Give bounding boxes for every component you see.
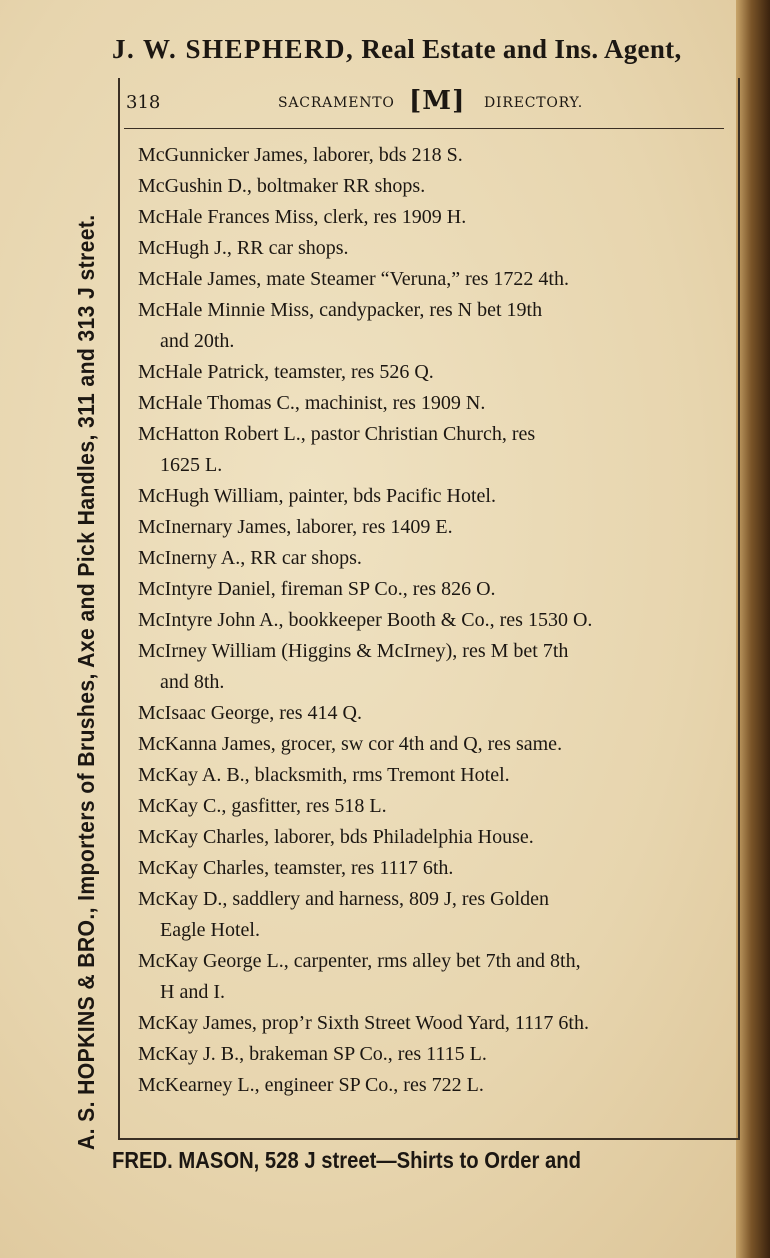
entry-text: McKay A. B., blacksmith, rms Tremont Hotel. bbox=[138, 764, 510, 786]
entry-continuation: and 8th. bbox=[160, 671, 225, 693]
entry-text: McKanna James, grocer, sw cor 4th and Q, res same. bbox=[138, 733, 563, 755]
directory-entry bbox=[138, 543, 728, 574]
directory-entry bbox=[138, 202, 728, 233]
entry-text: McIrney William (Higgins & McIrney), res M bet 7th bbox=[138, 640, 569, 662]
entry-text: McKay C., gasfitter, res 518 L. bbox=[138, 795, 387, 817]
bottom-advertisement: FRED. MASON, 528 J street—Shirts to Order and bbox=[112, 1147, 581, 1173]
entry-text: McKay Charles, laborer, bds Philadelphia House. bbox=[138, 826, 534, 848]
entry-text: McHatton Robert L., pastor Christian Church, res bbox=[138, 423, 536, 445]
entry-text: McHugh J., RR car shops. bbox=[138, 237, 349, 259]
directory-entry bbox=[138, 574, 728, 605]
entry-continuation: H and I. bbox=[160, 981, 225, 1003]
header-letter: [M] bbox=[409, 86, 466, 116]
directory-entry bbox=[138, 264, 728, 295]
entry-text: McKay James, prop’r Sixth Street Wood Yard, 1117 6th. bbox=[138, 1012, 589, 1034]
entry-text: McIsaac George, res 414 Q. bbox=[138, 702, 362, 724]
directory-entry bbox=[138, 946, 728, 1008]
directory-entry bbox=[138, 388, 728, 419]
directory-entry bbox=[138, 636, 728, 698]
entry-text: McGunnicker James, laborer, bds 218 S. bbox=[138, 144, 463, 166]
entry-text: McKearney L., engineer SP Co., res 722 L. bbox=[138, 1074, 484, 1096]
directory-entry bbox=[138, 481, 728, 512]
directory-entry bbox=[138, 884, 728, 946]
side-advertisement: A. S. HOPKINS & BRO., Importers of Brushes, Axe and Pick Handles, 311 and 313 J street. bbox=[73, 214, 99, 1151]
entry-text: McHale James, mate Steamer “Veruna,” res 1722 4th. bbox=[138, 268, 569, 290]
entry-text: McKay J. B., brakeman SP Co., res 1115 L. bbox=[138, 1043, 487, 1065]
entry-text: McHale Patrick, teamster, res 526 Q. bbox=[138, 361, 434, 383]
header-rule bbox=[124, 128, 724, 129]
entry-text: McInernary James, laborer, res 1409 E. bbox=[138, 516, 453, 538]
directory-entry bbox=[138, 140, 728, 171]
entry-continuation: and 20th. bbox=[160, 330, 235, 352]
directory-entry bbox=[138, 419, 728, 481]
entry-text: McGushin D., boltmaker RR shops. bbox=[138, 175, 426, 197]
header-directory: DIRECTORY. bbox=[484, 95, 584, 111]
directory-entry bbox=[138, 822, 728, 853]
entry-text: McKay Charles, teamster, res 1117 6th. bbox=[138, 857, 454, 879]
directory-entry bbox=[138, 357, 728, 388]
directory-entry bbox=[138, 605, 728, 636]
directory-entry bbox=[138, 853, 728, 884]
entry-text: McKay D., saddlery and harness, 809 J, res Golden bbox=[138, 888, 550, 910]
directory-entry bbox=[138, 760, 728, 791]
entry-text: McHale Minnie Miss, candypacker, res N bet 19th bbox=[138, 299, 543, 321]
entry-text: McHale Thomas C., machinist, res 1909 N. bbox=[138, 392, 486, 414]
directory-entry bbox=[138, 295, 728, 357]
top-ad-text: Real Estate and Ins. Agent, bbox=[354, 34, 682, 64]
directory-entries bbox=[138, 140, 728, 1101]
header-city: SACRAMENTO bbox=[278, 95, 395, 111]
top-advertisement bbox=[112, 34, 740, 74]
entry-text: McIntyre Daniel, fireman SP Co., res 826 O. bbox=[138, 578, 496, 600]
top-ad-name: J. W. SHEPHERD, bbox=[112, 34, 355, 64]
entry-text: McIntyre John A., bookkeeper Booth & Co., res 1530 O. bbox=[138, 609, 593, 631]
directory-entry bbox=[138, 1039, 728, 1070]
book-spine bbox=[736, 0, 770, 1258]
directory-entry bbox=[138, 512, 728, 543]
entry-continuation: Eagle Hotel. bbox=[160, 919, 260, 941]
page-header bbox=[126, 86, 726, 120]
directory-entry bbox=[138, 729, 728, 760]
directory-entry bbox=[138, 1070, 728, 1101]
entry-text: McHugh William, painter, bds Pacific Hotel. bbox=[138, 485, 496, 507]
entry-text: McKay George L., carpenter, rms alley bet 7th and 8th, bbox=[138, 950, 581, 972]
entry-continuation: 1625 L. bbox=[160, 454, 223, 476]
directory-entry bbox=[138, 171, 728, 202]
entry-text: McHale Frances Miss, clerk, res 1909 H. bbox=[138, 206, 467, 228]
entry-text: McInerny A., RR car shops. bbox=[138, 547, 362, 569]
directory-entry bbox=[138, 233, 728, 264]
directory-entry bbox=[138, 791, 728, 822]
directory-entry bbox=[138, 1008, 728, 1039]
page-number: 318 bbox=[126, 92, 161, 113]
directory-entry bbox=[138, 698, 728, 729]
